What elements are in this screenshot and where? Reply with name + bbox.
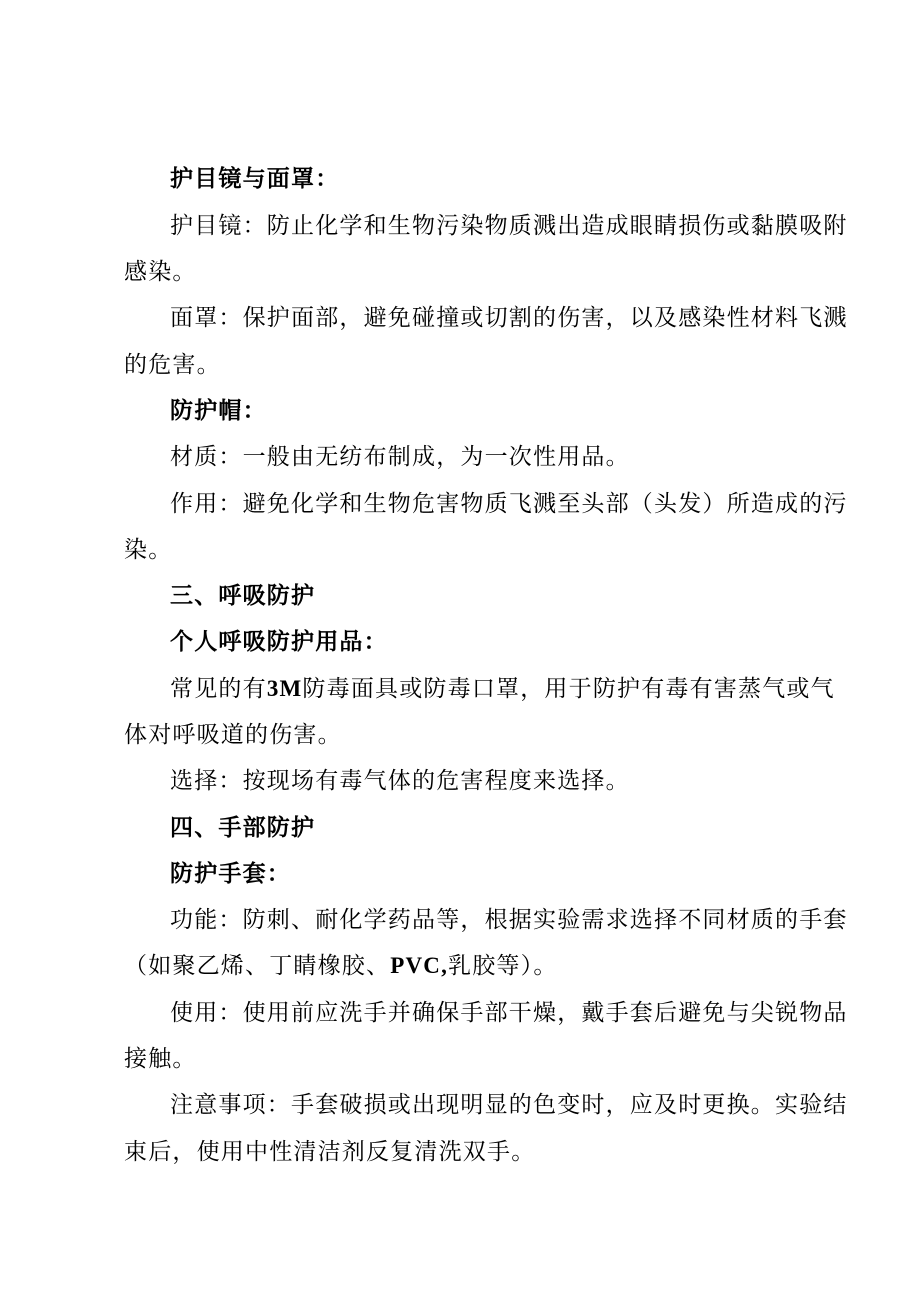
goggles-mask-heading: 护目镜与面罩：: [170, 165, 340, 192]
mask-paragraph-line-1: 面罩：保护面部，避免碰撞或切割的伤害，以及感染性材料飞溅: [170, 305, 848, 331]
hand-subheading: 防护手套：: [170, 860, 291, 887]
respiratory-brand-3m: 3M: [266, 676, 303, 701]
cap-heading: 防护帽：: [170, 397, 267, 424]
hand-use-line-1: 使用：使用前应洗手并确保手部干燥，戴手套后避免与尖锐物品: [170, 1000, 848, 1026]
hand-notes-line-1: 注意事项：手套破损或出现明显的色变时，应及时更换。实验结: [170, 1092, 848, 1118]
cap-material-line: 材质：一般由无纺布制成，为一次性用品。: [170, 444, 630, 470]
goggles-paragraph-line-1: 护目镜：防止化学和生物污染物质溅出造成眼睛损伤或黏膜吸附: [170, 213, 848, 239]
hand-function-text-pre: （如聚乙烯、丁睛橡胶、: [124, 953, 391, 979]
hand-function-pvc: PVC,: [390, 953, 449, 978]
goggles-paragraph-line-2: 感染。: [124, 259, 197, 285]
respiratory-section-heading: 三、呼吸防护: [170, 582, 316, 609]
cap-usage-line-1: 作用：避免化学和生物危害物质飞溅至头部（头发）所造成的污: [170, 491, 848, 517]
respiratory-common-line-2: 体对呼吸道的伤害。: [124, 722, 342, 748]
hand-notes-line-2: 束后，使用中性清洁剂反复清洗双手。: [124, 1139, 536, 1165]
respiratory-subheading: 个人呼吸防护用品：: [170, 628, 388, 655]
cap-usage-line-2: 染。: [124, 537, 173, 563]
respiratory-common-text-pre: 常见的有: [170, 676, 267, 702]
hand-use-line-2: 接触。: [124, 1046, 197, 1072]
respiratory-common-line-1: [170, 674, 835, 704]
hand-function-text-post: 乳胶等）。: [448, 953, 558, 979]
hand-function-line-2: [124, 951, 558, 981]
respiratory-selection-line: 选择：按现场有毒气体的危害程度来选择。: [170, 768, 630, 794]
hand-section-heading: 四、手部防护: [170, 814, 316, 841]
respiratory-common-text-post: 防毒面具或防毒口罩，用于防护有毒有害蒸气或气: [302, 676, 835, 702]
mask-paragraph-line-2: 的危害。: [124, 352, 221, 378]
hand-function-line-1: 功能：防刺、耐化学药品等，根据实验需求选择不同材质的手套: [170, 907, 848, 933]
